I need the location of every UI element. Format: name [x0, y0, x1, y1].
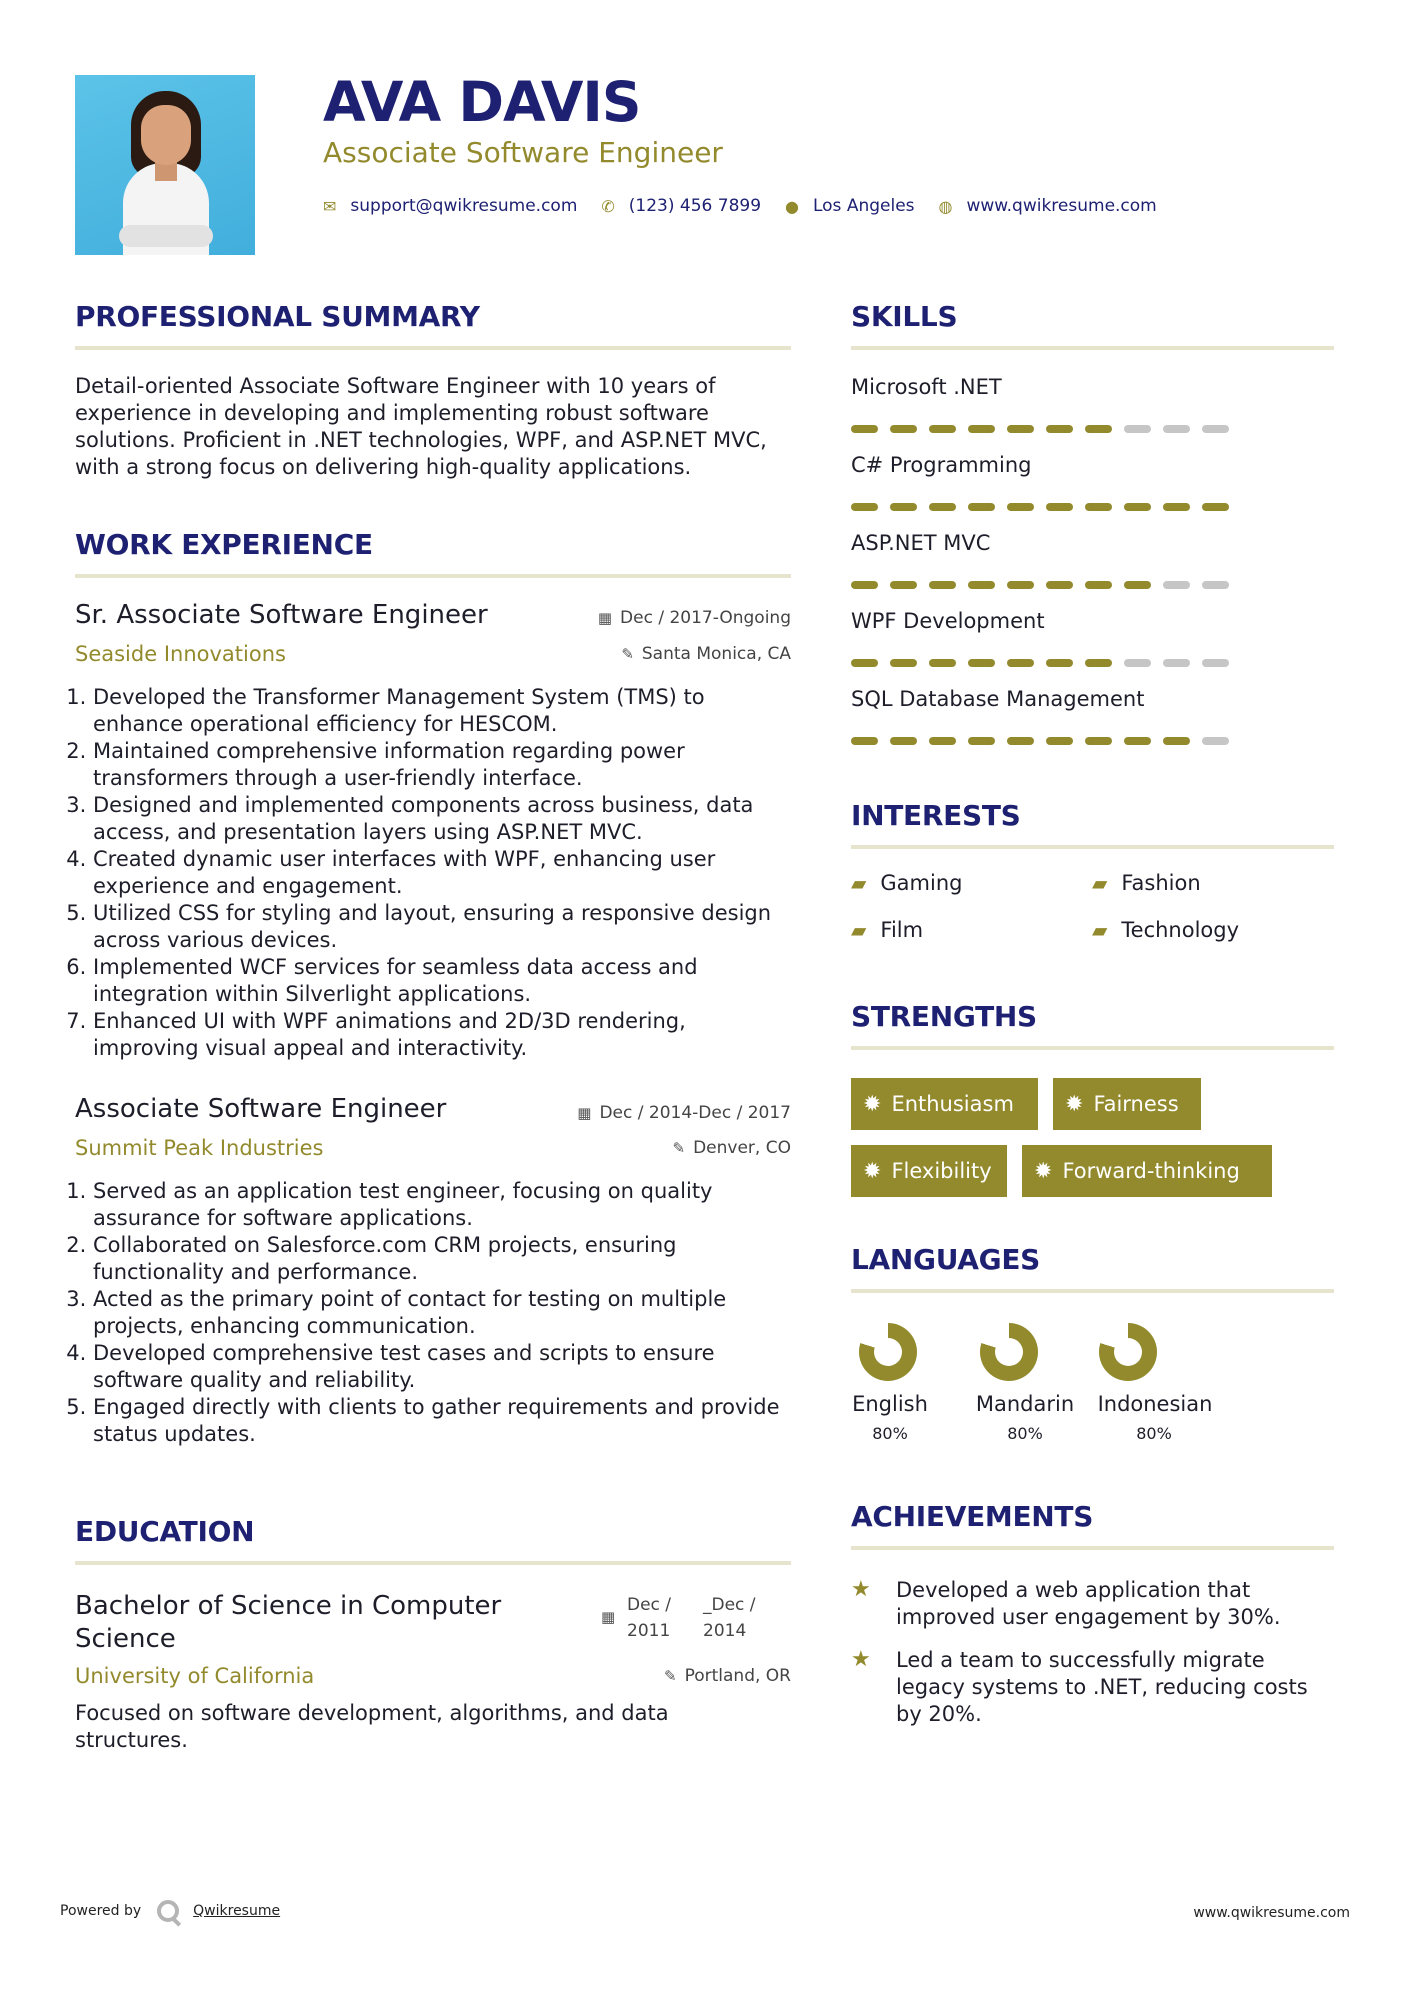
- language-name: English: [852, 1392, 928, 1416]
- candidate-title: Associate Software Engineer: [323, 136, 723, 169]
- pushpin-icon: ✎: [672, 1139, 686, 1157]
- job-title: Associate Software Engineer: [75, 1094, 447, 1124]
- achievements-divider: [851, 1546, 1334, 1550]
- strength-label: Fairness: [1093, 1092, 1179, 1116]
- language-percent: 80%: [1136, 1424, 1172, 1443]
- skill-level-segment: [1163, 503, 1190, 511]
- skill-level-segment: [890, 737, 917, 745]
- skill-name: WPF Development: [851, 609, 1045, 633]
- job-company: Seaside Innovations: [75, 642, 286, 666]
- list-item: 5. Utilized CSS for styling and layout, ensuring a responsive design across various devices.: [93, 900, 791, 954]
- strength-tag: [1022, 1145, 1272, 1197]
- interest-label: Fashion: [1121, 871, 1201, 895]
- strength-label: Forward-thinking: [1062, 1159, 1240, 1183]
- summary-divider: [75, 346, 791, 350]
- languages-divider: [851, 1289, 1334, 1293]
- skill-level-segment: [851, 425, 878, 433]
- list-item: 2. Maintained comprehensive information regarding power transformers through a user-friendly interface.: [93, 738, 791, 792]
- trophy-star-icon: ★: [851, 1647, 871, 1672]
- skill-level-bar: [851, 425, 1229, 433]
- languages-heading: LANGUAGES: [851, 1243, 1041, 1276]
- skill-level-segment: [1085, 659, 1112, 667]
- skill-level-segment: [890, 659, 917, 667]
- degree-line: Bachelor of Science in Computer: [75, 1591, 502, 1621]
- skill-level-segment: [1007, 581, 1034, 589]
- summary-heading: PROFESSIONAL SUMMARY: [75, 300, 480, 333]
- language-percent: 80%: [1007, 1424, 1043, 1443]
- job-location: [470, 644, 791, 664]
- education-location-text: Portland, OR: [684, 1666, 791, 1686]
- degree-line: Science: [75, 1624, 176, 1654]
- skill-level-segment: [1007, 425, 1034, 433]
- skill-level-segment: [929, 425, 956, 433]
- language-ring: [859, 1323, 917, 1381]
- education-end-date: [703, 1592, 756, 1644]
- badge-icon: ✹: [863, 1091, 882, 1117]
- footer-powered-by: [60, 1900, 280, 1922]
- interests-heading: INTERESTS: [851, 799, 1021, 832]
- photo-arms: [119, 225, 213, 247]
- date-line: _Dec /: [703, 1595, 756, 1615]
- skill-name: Microsoft .NET: [851, 375, 1002, 399]
- skill-level-segment: [968, 503, 995, 511]
- interest-item: [851, 918, 923, 942]
- skill-name: SQL Database Management: [851, 687, 1145, 711]
- date-line: Dec /: [627, 1595, 672, 1615]
- job-bullets: [68, 1178, 791, 1448]
- job-date: [470, 608, 791, 628]
- strength-tag: [851, 1078, 1038, 1130]
- book-icon: ▰: [1092, 871, 1108, 895]
- date-line: 2014: [703, 1621, 747, 1641]
- skill-level-segment: [851, 737, 878, 745]
- skill-level-segment: [1085, 581, 1112, 589]
- list-item: 7. Enhanced UI with WPF animations and 2D/3D rendering, improving visual appeal and interactivity.: [93, 1008, 791, 1062]
- skill-level-segment: [1007, 659, 1034, 667]
- strength-tag: [1053, 1078, 1201, 1130]
- work-heading: WORK EXPERIENCE: [75, 528, 373, 561]
- skill-level-segment: [1046, 425, 1073, 433]
- qwikresume-logo-icon: [157, 1900, 179, 1922]
- skill-level-segment: [1202, 425, 1229, 433]
- strength-label: Enthusiasm: [891, 1092, 1014, 1116]
- skill-level-segment: [929, 503, 956, 511]
- calendar-icon: ▦: [601, 1608, 616, 1626]
- skills-heading: SKILLS: [851, 300, 958, 333]
- globe-icon: ◍: [938, 196, 953, 216]
- skill-level-bar: [851, 659, 1229, 667]
- envelope-icon: ✉: [323, 196, 337, 216]
- skill-level-segment: [968, 581, 995, 589]
- book-icon: ▰: [851, 871, 867, 895]
- education-heading: EDUCATION: [75, 1515, 255, 1548]
- achievements-heading: ACHIEVEMENTS: [851, 1500, 1094, 1533]
- job-location: [470, 1138, 791, 1158]
- job-location-text: Denver, CO: [693, 1138, 791, 1158]
- skill-level-segment: [851, 503, 878, 511]
- interest-label: Technology: [1121, 918, 1240, 942]
- skill-level-segment: [1007, 737, 1034, 745]
- job-location-text: Santa Monica, CA: [641, 644, 791, 664]
- job-title: Sr. Associate Software Engineer: [75, 600, 488, 630]
- skill-level-segment: [1046, 737, 1073, 745]
- skill-level-segment: [1202, 503, 1229, 511]
- skill-level-segment: [1124, 503, 1151, 511]
- list-item: 2. Collaborated on Salesforce.com CRM projects, ensuring functionality and performance.: [93, 1232, 791, 1286]
- interest-label: Film: [880, 918, 924, 942]
- education-divider: [75, 1561, 791, 1565]
- list-item: 6. Implemented WCF services for seamless data access and integration within Silverlight applications.: [93, 954, 791, 1008]
- book-icon: ▰: [1092, 918, 1108, 942]
- achievement-text: Developed a web application that improved user engagement by 30%.: [896, 1578, 1281, 1629]
- calendar-icon: ▦: [597, 609, 613, 627]
- interest-item: [851, 871, 962, 895]
- skill-level-segment: [890, 503, 917, 511]
- footer-brand-link[interactable]: Qwikresume: [193, 1903, 281, 1919]
- skill-level-segment: [1163, 737, 1190, 745]
- profile-photo: [75, 75, 255, 255]
- school-name: University of California: [75, 1664, 315, 1688]
- skill-level-segment: [1124, 425, 1151, 433]
- skill-level-bar: [851, 581, 1229, 589]
- map-pin-icon: ●: [785, 196, 799, 216]
- skill-level-bar: [851, 503, 1229, 511]
- skill-level-segment: [1085, 425, 1112, 433]
- job-date: [470, 1103, 791, 1123]
- skill-level-segment: [1046, 659, 1073, 667]
- skill-level-segment: [1085, 503, 1112, 511]
- skill-level-segment: [1124, 581, 1151, 589]
- skill-level-segment: [1007, 503, 1034, 511]
- strength-tag: [851, 1145, 1007, 1197]
- book-icon: ▰: [851, 918, 867, 942]
- summary-text: Detail-oriented Associate Software Engineer with 10 years of experience in developing and implementing robust software solutions. Proficient in .NET technologies, WPF, and ASP.NET MVC, with a strong focus on delivering high-quality applications.: [75, 374, 767, 479]
- skill-level-segment: [1163, 425, 1190, 433]
- job-date-text: Dec / 2017-Ongoing: [620, 608, 791, 628]
- skill-name: ASP.NET MVC: [851, 531, 991, 555]
- interests-divider: [851, 845, 1334, 849]
- skill-level-segment: [929, 581, 956, 589]
- interest-item: [1092, 871, 1201, 895]
- skill-level-segment: [968, 737, 995, 745]
- skill-level-segment: [1046, 581, 1073, 589]
- education-location: [470, 1666, 791, 1686]
- language-ring: [1099, 1323, 1157, 1381]
- skill-level-segment: [851, 581, 878, 589]
- skill-level-segment: [1046, 503, 1073, 511]
- trophy-star-icon: ★: [851, 1577, 871, 1602]
- list-item: 3. Designed and implemented components across business, data access, and presentation layers using ASP.NET MVC.: [93, 792, 791, 846]
- list-item: 4. Developed comprehensive test cases and scripts to ensure software quality and reliability.: [93, 1340, 791, 1394]
- list-item: 1. Served as an application test engineer, focusing on quality assurance for software applications.: [93, 1178, 791, 1232]
- badge-icon: ✹: [1034, 1158, 1053, 1184]
- skill-level-segment: [968, 659, 995, 667]
- skill-level-bar: [851, 737, 1229, 745]
- achievement-text: Led a team to successfully migrate legacy systems to .NET, reducing costs by 20%.: [896, 1648, 1308, 1726]
- photo-face: [141, 105, 191, 165]
- skill-level-segment: [1163, 581, 1190, 589]
- list-item: 3. Acted as the primary point of contact for testing on multiple projects, enhancing communication.: [93, 1286, 791, 1340]
- contact-email[interactable]: support@qwikresume.com: [350, 196, 578, 216]
- skill-level-segment: [890, 425, 917, 433]
- skill-level-segment: [890, 581, 917, 589]
- phone-icon: ✆: [601, 196, 615, 216]
- skill-name: C# Programming: [851, 453, 1032, 477]
- candidate-name: AVA DAVIS: [323, 70, 641, 134]
- skills-divider: [851, 346, 1334, 350]
- language-name: Mandarin: [975, 1392, 1075, 1416]
- skill-level-segment: [851, 659, 878, 667]
- interest-label: Gaming: [880, 871, 963, 895]
- strength-label: Flexibility: [891, 1159, 992, 1183]
- skill-level-segment: [1202, 659, 1229, 667]
- skill-level-segment: [968, 425, 995, 433]
- skill-level-segment: [1124, 659, 1151, 667]
- list-item: 4. Created dynamic user interfaces with WPF, enhancing user experience and engagement.: [93, 846, 791, 900]
- language-percent: 80%: [872, 1424, 908, 1443]
- degree-title: [75, 1590, 501, 1656]
- date-line: 2011: [627, 1621, 671, 1641]
- contact-phone[interactable]: (123) 456 7899: [628, 196, 762, 216]
- work-divider: [75, 574, 791, 578]
- badge-icon: ✹: [1065, 1091, 1084, 1117]
- badge-icon: ✹: [863, 1158, 882, 1184]
- skill-level-segment: [1202, 737, 1229, 745]
- strengths-heading: STRENGTHS: [851, 1000, 1037, 1033]
- list-item: 1. Developed the Transformer Management System (TMS) to enhance operational efficiency for HESCOM.: [93, 684, 791, 738]
- contact-location: Los Angeles: [812, 196, 915, 216]
- skill-level-segment: [1124, 737, 1151, 745]
- calendar-icon: ▦: [577, 1104, 592, 1122]
- skill-level-segment: [1163, 659, 1190, 667]
- list-item: 5. Engaged directly with clients to gather requirements and provide status updates.: [93, 1394, 791, 1448]
- job-date-text: Dec / 2014-Dec / 2017: [599, 1103, 791, 1123]
- skill-level-segment: [1202, 581, 1229, 589]
- pushpin-icon: ✎: [664, 1667, 677, 1685]
- skill-level-segment: [929, 737, 956, 745]
- contact-bar: [323, 193, 1181, 219]
- powered-by-label: Powered by: [60, 1903, 142, 1919]
- language-name: Indonesian: [1097, 1392, 1213, 1416]
- skill-level-segment: [1085, 737, 1112, 745]
- interest-item: [1092, 918, 1239, 942]
- language-ring: [980, 1323, 1038, 1381]
- strengths-divider: [851, 1046, 1334, 1050]
- job-company: Summit Peak Industries: [75, 1136, 324, 1160]
- education-start-date: [627, 1592, 671, 1644]
- footer-website[interactable]: www.qwikresume.com: [1193, 1905, 1350, 1921]
- job-bullets: [68, 684, 791, 1062]
- education-description: Focused on software development, algorithms, and data structures.: [75, 1701, 669, 1752]
- pushpin-icon: ✎: [621, 645, 634, 663]
- contact-website[interactable]: www.qwikresume.com: [966, 196, 1157, 216]
- skill-level-segment: [929, 659, 956, 667]
